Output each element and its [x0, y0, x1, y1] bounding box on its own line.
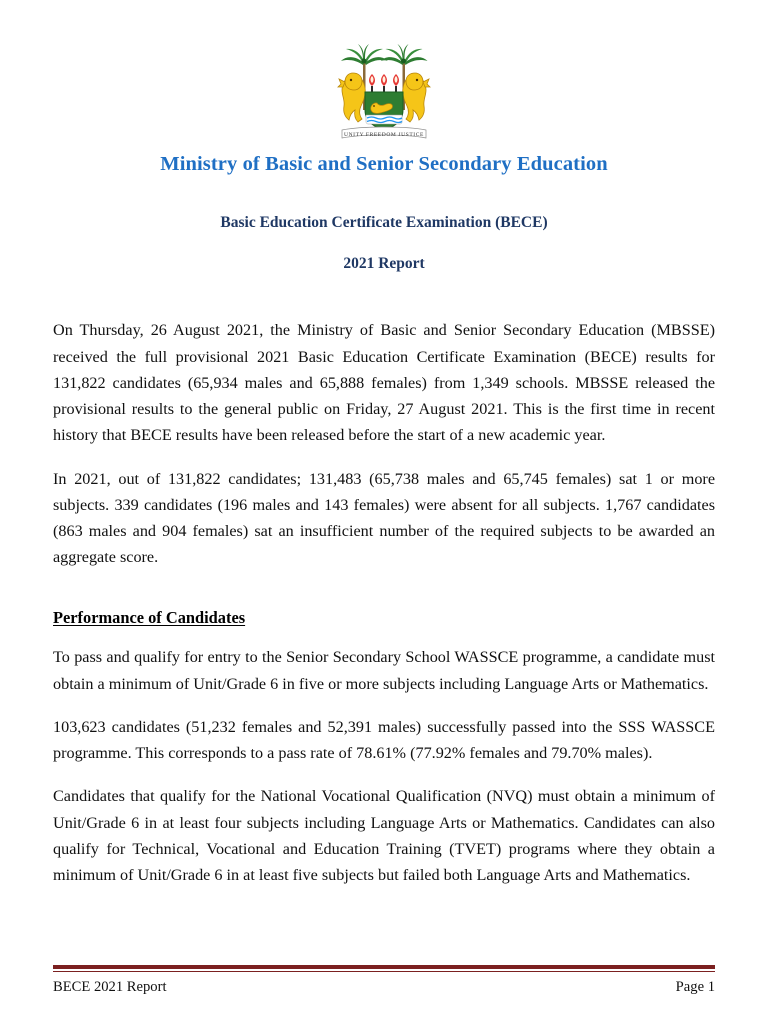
report-title-block: [53, 213, 715, 274]
document-body: [53, 317, 715, 888]
footer-page-number: Page 1: [675, 979, 715, 995]
masthead: [53, 0, 715, 177]
paragraph-nvq-tvet: Candidates that qualify for the National Vocational Qualification (NVQ) must obtain a minimum of Unit/Grade 6 in at least four subjects including Language Arts or Mathematics. Candidates can also qualify for Technical, Vocational and Education Training (TVET) programs where they obtain a minimum of Unit/Grade 6 in at least five subjects but failed both Language Arts and Mathematics.: [53, 787, 715, 885]
page-footer: [53, 965, 715, 996]
ministry-title: Ministry of Basic and Senior Secondary Education: [160, 153, 608, 175]
paragraph-candidate-breakdown: In 2021, out of 131,822 candidates; 131,483 (65,738 males and 65,745 females) sat 1 or more subjects. 339 candidates (196 males and 143 females) were absent for all subjects. 1,767 candidates (863 males and 904 females) sat an insufficient number of the required subjects to be awarded an aggregate score.: [53, 469, 715, 567]
paragraph-pass-rate: 103,623 candidates (51,232 females and 52,391 males) successfully passed into the SSS WASSCE programme. This corresponds to a pass rate of 78.61% (77.92% females and 79.70% males).: [53, 717, 715, 763]
footer-rule-thin: [53, 971, 715, 972]
report-title: Basic Education Certificate Examination (BECE): [220, 213, 548, 231]
svg-text:UNITY FREEDOM JUSTICE: UNITY FREEDOM JUSTICE: [344, 132, 424, 138]
section-heading-performance-of-candidates: Performance of Candidates: [53, 608, 246, 628]
footer-document-label: BECE 2021 Report: [53, 979, 167, 995]
paragraph-intro-release: On Thursday, 26 August 2021, the Ministry of Basic and Senior Secondary Education (MBSSE) received the full provisional 2021 Basic Education Certificate Examination (BECE) results for 131,822 candidates (65,934 males and 65,888 females) from 1,349 schools. MBSSE released the provisional results to the general public on Friday, 27 August 2021. This is the first time in recent history that BECE results have been released before the start of a new academic year.: [53, 321, 715, 445]
footer-row: [53, 979, 715, 996]
report-subtitle: 2021 Report: [343, 254, 425, 272]
paragraph-pass-criteria: To pass and qualify for entry to the Senior Secondary School WASSCE programme, a candidate must obtain a minimum of Unit/Grade 6 in five or more subjects including Language Arts or Mathematics.: [53, 648, 715, 693]
sierra-leone-coat-of-arms-icon: [332, 44, 436, 142]
motto-scroll: [342, 127, 426, 138]
